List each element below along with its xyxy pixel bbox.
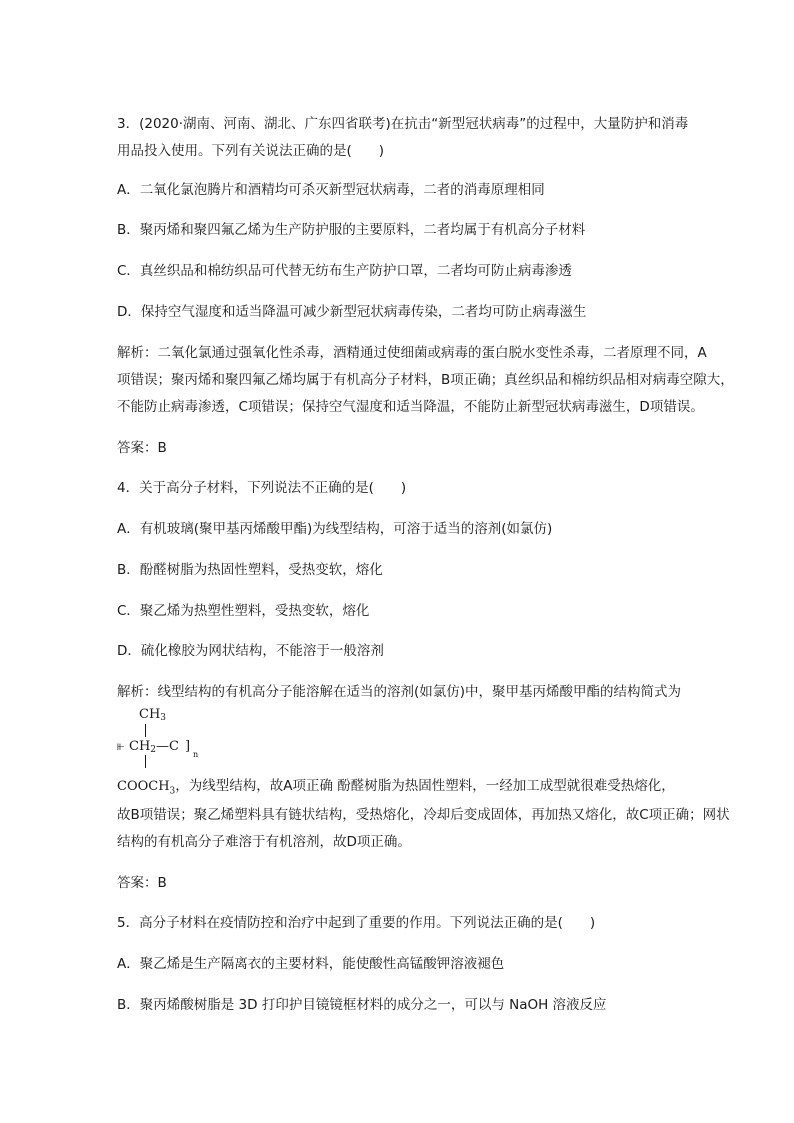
q3-answer: 答案：B — [117, 440, 167, 456]
formula-bond-down — [145, 755, 146, 768]
formula-left-bracket: ⫦ — [117, 739, 125, 754]
formula-bottom-group: $COOCH_3$ — [117, 779, 176, 797]
pmma-structural-formula — [117, 706, 227, 768]
q4-analysis-line1: 解析：线型结构的有机高分子能溶解在适当的溶剂(如氯仿)中，聚甲基丙烯酸甲酯的结构简式为 — [117, 684, 682, 700]
formula-n: n — [193, 750, 199, 759]
q3-stem-line1: 3．(2020·湖南、河南、湖北、广东四省联考)在抗击“新型冠状病毒”的过程中，大量防护和消毒 — [117, 116, 689, 132]
q3-analysis-line3: 不能防止病毒渗透，C项错误；保持空气湿度和适当降温，不能防止新型冠状病毒滋生，D项错误。 — [117, 399, 704, 415]
q3-option-b: B．聚丙烯和聚四氟乙烯为生产防护服的主要原料，二者均属于有机高分子材料 — [117, 222, 586, 238]
q3-analysis-line2: 项错误；聚丙烯和聚四氟乙烯均属于有机高分子材料，B项正确；真丝织品和棉纺织品相对病毒空隙大， — [117, 372, 734, 388]
formula-top-group: $CH_3$ — [139, 707, 167, 723]
q4-analysis-line2: $COOCH_3$，为线型结构，故A项正确 酚醛树脂为热固性塑料，一经加工成型就很难受热熔化， — [117, 778, 675, 797]
q4-answer: 答案：B — [117, 875, 167, 891]
q4-option-b: B．酚醛树脂为热固性塑料，受热变软，熔化 — [117, 562, 383, 578]
q3-option-d: D．保持空气湿度和适当降温可减少新型冠状病毒传染，二者均可防止病毒滋生 — [117, 304, 587, 320]
q4-option-c: C．聚乙烯为热塑性塑料，受热变软，熔化 — [117, 603, 370, 619]
formula-chain: $CH_2—C$ — [129, 739, 179, 755]
q5-option-a: A．聚乙烯是生产隔离衣的主要材料，能使酸性高锰酸钾溶液褪色 — [117, 956, 505, 972]
q4-analysis-line3: 故B项错误；聚乙烯塑料具有链状结构，受热熔化，冷却后变成固体，再加热又熔化，故C项正确；网状 — [117, 807, 730, 823]
q3-option-a: A．二氧化氯泡腾片和酒精均可杀灭新型冠状病毒，二者的消毒原理相同 — [117, 182, 545, 198]
q4-analysis-line4: 结构的有机高分子难溶于有机溶剂，故D项正确。 — [117, 834, 411, 850]
formula-right-bracket: ] — [185, 739, 191, 754]
q4-stem: 4．关于高分子材料，下列说法不正确的是( ) — [117, 480, 407, 496]
q3-analysis-line1: 解析：二氧化氯通过强氧化性杀毒，酒精通过使细菌或病毒的蛋白脱水变性杀毒，二者原理不同，A — [117, 345, 707, 361]
q3-stem-line2: 用品投入使用。下列有关说法正确的是( ) — [117, 143, 385, 159]
q3-option-c: C．真丝织品和棉纺织品可代替无纺布生产防护口罩，二者均可防止病毒渗透 — [117, 263, 572, 279]
formula-bond-up — [145, 724, 146, 737]
q5-stem: 5．高分子材料在疫情防控和治疗中起到了重要的作用。下列说法正确的是( ) — [117, 915, 596, 931]
q4-option-d: D．硫化橡胶为网状结构，不能溶于一般溶剂 — [117, 643, 384, 659]
q4-option-a: A．有机玻璃(聚甲基丙烯酸甲酯)为线型结构，可溶于适当的溶剂(如氯仿) — [117, 521, 553, 537]
q5-option-b: B．聚丙烯酸树脂是 3D 打印护目镜镜框材料的成分之一，可以与 NaOH 溶液反应 — [117, 997, 607, 1013]
